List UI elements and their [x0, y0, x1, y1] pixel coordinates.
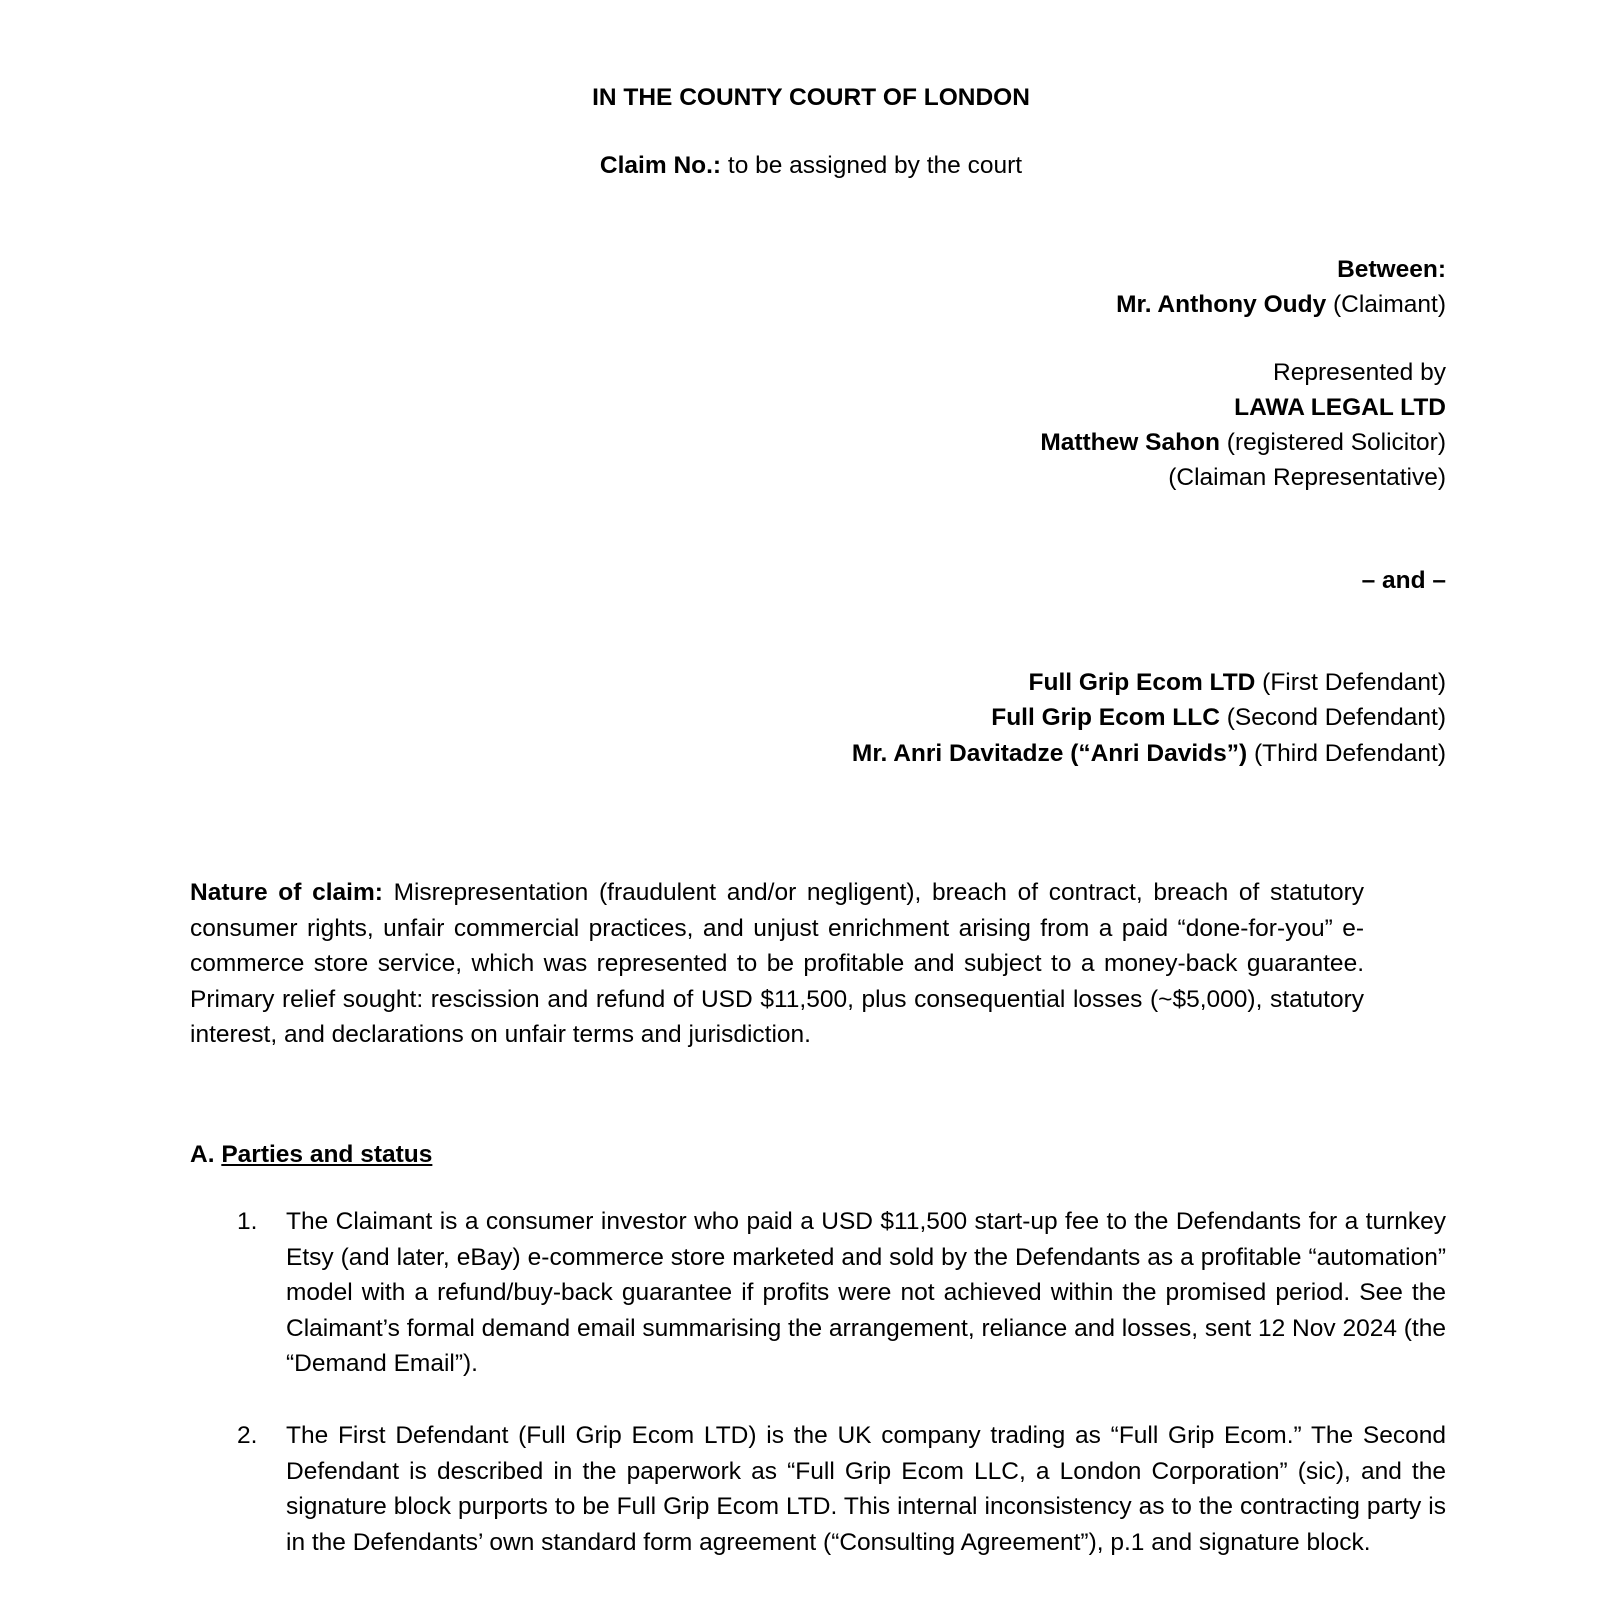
- list-item-number: 1.: [237, 1208, 258, 1235]
- defendant-name: Full Grip Ecom LTD: [1028, 669, 1256, 696]
- claimant-role: (Claimant): [1326, 291, 1446, 318]
- defendant-role: (First Defendant): [1255, 669, 1446, 696]
- solicitor-role: (registered Solicitor): [1219, 429, 1446, 456]
- represented-by: Represented by: [1273, 359, 1446, 386]
- firm-name: LAWA LEGAL LTD: [1234, 394, 1446, 421]
- nature-of-claim: [190, 875, 1364, 1053]
- list-item: [237, 1418, 1446, 1560]
- defendant-line: [991, 700, 1446, 736]
- defendant-line: [1029, 665, 1446, 701]
- between-label-text: Between:: [1337, 256, 1446, 283]
- defendant-role: (Third Defendant): [1247, 740, 1446, 767]
- solicitor-line: [1040, 425, 1446, 461]
- claimant-name: Mr. Anthony Oudy: [1116, 291, 1327, 318]
- representative-role: (Claiman Representative): [1168, 464, 1446, 491]
- section-heading: [190, 1137, 432, 1173]
- claim-number: [0, 148, 1622, 184]
- claim-number-value: to be assigned by the court: [721, 152, 1023, 179]
- list-item-text: The Claimant is a consumer investor who paid a USD $11,500 start-up fee to the Defendants for a turnkey Etsy (and later, eBay) e-commerce store marketed and sold by the Defendants as a profitable “automation” model with a refund/buy-back guarantee if profits were not achieved within the promised period. See the Claimant’s formal demand email summarising the arrangement, reliance and losses, sent 12 Nov 2024 (the “Demand Email”).: [286, 1208, 1446, 1378]
- section-letter: A.: [190, 1141, 215, 1168]
- defendant-line: [852, 736, 1446, 772]
- claimant-line: [1116, 287, 1446, 323]
- and-separator: – and –: [1361, 567, 1446, 594]
- solicitor-name: Matthew Sahon: [1040, 429, 1220, 456]
- court-title: IN THE COUNTY COURT OF LONDON: [592, 84, 1030, 111]
- nature-of-claim-label: Nature of claim:: [190, 879, 383, 906]
- nature-of-claim-text: Misrepresentation (fraudulent and/or negligent), breach of contract, breach of statutory consumer rights, unfair commercial practices, and unjust enrichment arising from a paid “done-for-you” e-commerce store service, which was represented to be profitable and subject to a money-back guarantee. Primary relief sought: rescission and refund of USD $11,500, plus consequential losses (~$5,000), statutory interest, and declarations on unfair terms and jurisdiction.: [190, 879, 1364, 1049]
- defendant-name: Mr. Anri Davitadze (“Anri Davids”): [851, 740, 1248, 767]
- list-item: [237, 1204, 1446, 1382]
- between-label: [1337, 252, 1446, 288]
- claim-number-label: Claim No.:: [599, 152, 722, 179]
- defendant-role: (Second Defendant): [1219, 704, 1446, 731]
- list-item-number: 2.: [237, 1422, 258, 1449]
- defendant-name: Full Grip Ecom LLC: [991, 704, 1220, 731]
- section-title: Parties and status: [221, 1141, 433, 1168]
- list-item-text: The First Defendant (Full Grip Ecom LTD) is the UK company trading as “Full Grip Ecom.” The Second Defendant is described in the paperwork as “Full Grip Ecom LLC, a London Corporation” (sic), and the signature block purports to be Full Grip Ecom LTD. This internal inconsistency as to the contracting party is in the Defendants’ own standard form agreement (“Consulting Agreement”), p.1 and signature block.: [286, 1422, 1446, 1556]
